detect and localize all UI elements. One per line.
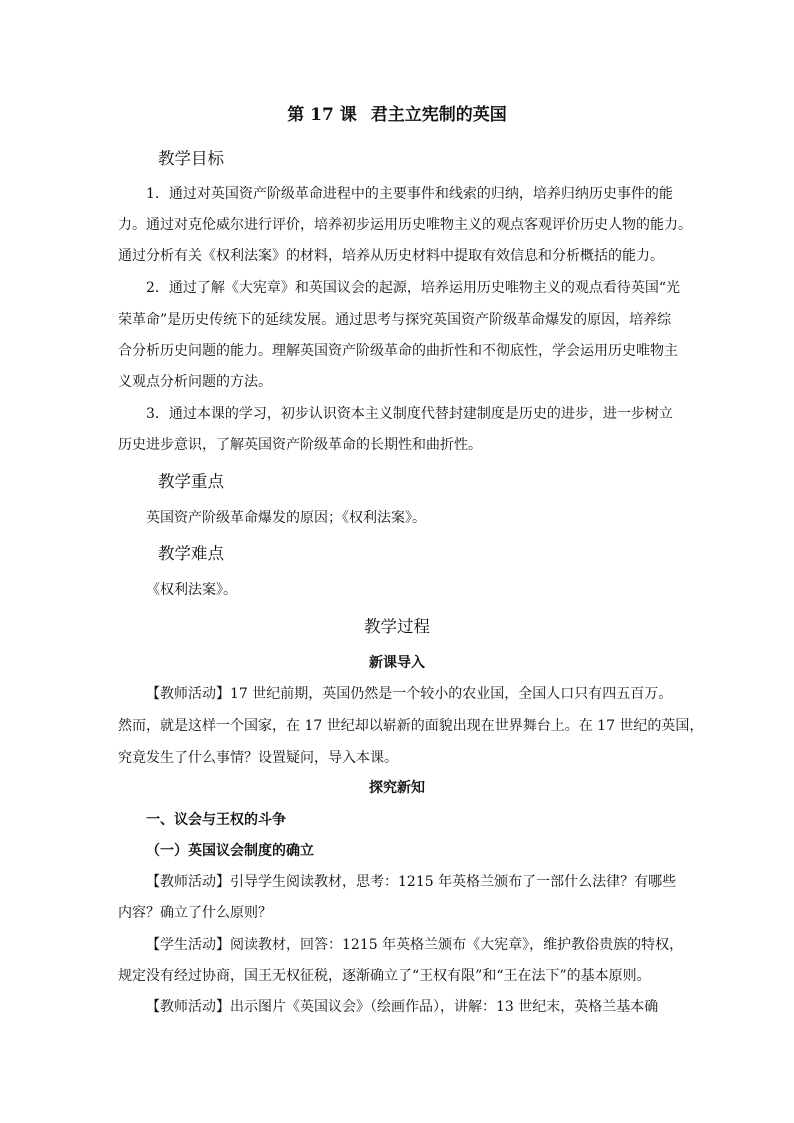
body-line-1: 【教师活动】引导学生阅读教材，思考：1215 年英格兰颁布了一部什么法律？有哪些 — [146, 874, 677, 890]
intro-line-2: 然而，就是这样一个国家，在 17 世纪却以崭新的面貌出现在世界舞台上。在 17 世纪的英国， — [118, 718, 704, 734]
body-line-5: 【教师活动】出示图片《英国议会》（绘画作品），讲解：13 世纪末，英格兰基本确 — [146, 999, 659, 1015]
objectives-heading: 教学目标 — [158, 149, 224, 168]
objective-line-5: 荣革命”是历史传统下的延续发展。通过思考与探究英国资产阶级革命爆发的原因，培养综 — [118, 312, 672, 328]
objective-line-6: 合分析历史问题的能力。理解英国资产阶级革命的曲折性和不彻底性，学会运用历史唯物主 — [118, 343, 678, 359]
objective-line-3: 通过分析有关《权利法案》的材料，培养从历史材料中提取有效信息和分析概括的能力。 — [118, 248, 664, 264]
objective-line-2: 力。通过对克伦威尔进行评价，培养初步运用历史唯物主义的观点客观评价历史人物的能力。 — [118, 217, 692, 233]
objective-line-1: 1．通过对英国资产阶级革命进程中的主要事件和线索的归纳，培养归纳历史事件的能 — [146, 186, 673, 202]
difficulties-text: 《权利法案》。 — [146, 582, 237, 598]
key-points-heading: 教学重点 — [158, 472, 224, 491]
lesson-title: 第 17 课 君主立宪制的英国 — [287, 105, 507, 125]
intro-line-1: 【教师活动】17 世纪前期，英国仍然是一个较小的农业国，全国人口只有四五百万。 — [146, 686, 673, 702]
intro-line-3: 究竟发生了什么事情？设置疑问，导入本课。 — [118, 750, 398, 766]
body-line-2: 内容？确立了什么原则？ — [118, 905, 272, 921]
explore-heading: 探究新知 — [369, 780, 425, 796]
objective-line-8: 3．通过本课的学习，初步认识资本主义制度代替封建制度是历史的进步，进一步树立 — [146, 406, 673, 422]
objective-line-7: 义观点分析问题的方法。 — [118, 374, 272, 390]
process-heading: 教学过程 — [364, 617, 430, 636]
objective-line-4: 2．通过了解《大宪章》和英国议会的起源，培养运用历史唯物主义的观点看待英国“光 — [146, 280, 681, 296]
key-points-text: 英国资产阶级革命爆发的原因；《权利法案》。 — [146, 510, 426, 526]
section-heading-1: 一、议会与王权的斗争 — [146, 812, 286, 828]
body-line-4: 规定没有经过协商，国王无权征税，逐渐确立了“王权有限”和“王在法下”的基本原则。 — [118, 968, 651, 984]
subsection-heading-1: （一）英国议会制度的确立 — [146, 843, 314, 859]
objective-line-9: 历史进步意识，了解英国资产阶级革命的长期性和曲折性。 — [118, 437, 482, 453]
difficulties-heading: 教学难点 — [158, 544, 224, 563]
body-line-3: 【学生活动】阅读教材，回答：1215 年英格兰颁布《大宪章》，维护教俗贵族的特权， — [146, 937, 684, 953]
intro-heading: 新课导入 — [369, 655, 425, 671]
